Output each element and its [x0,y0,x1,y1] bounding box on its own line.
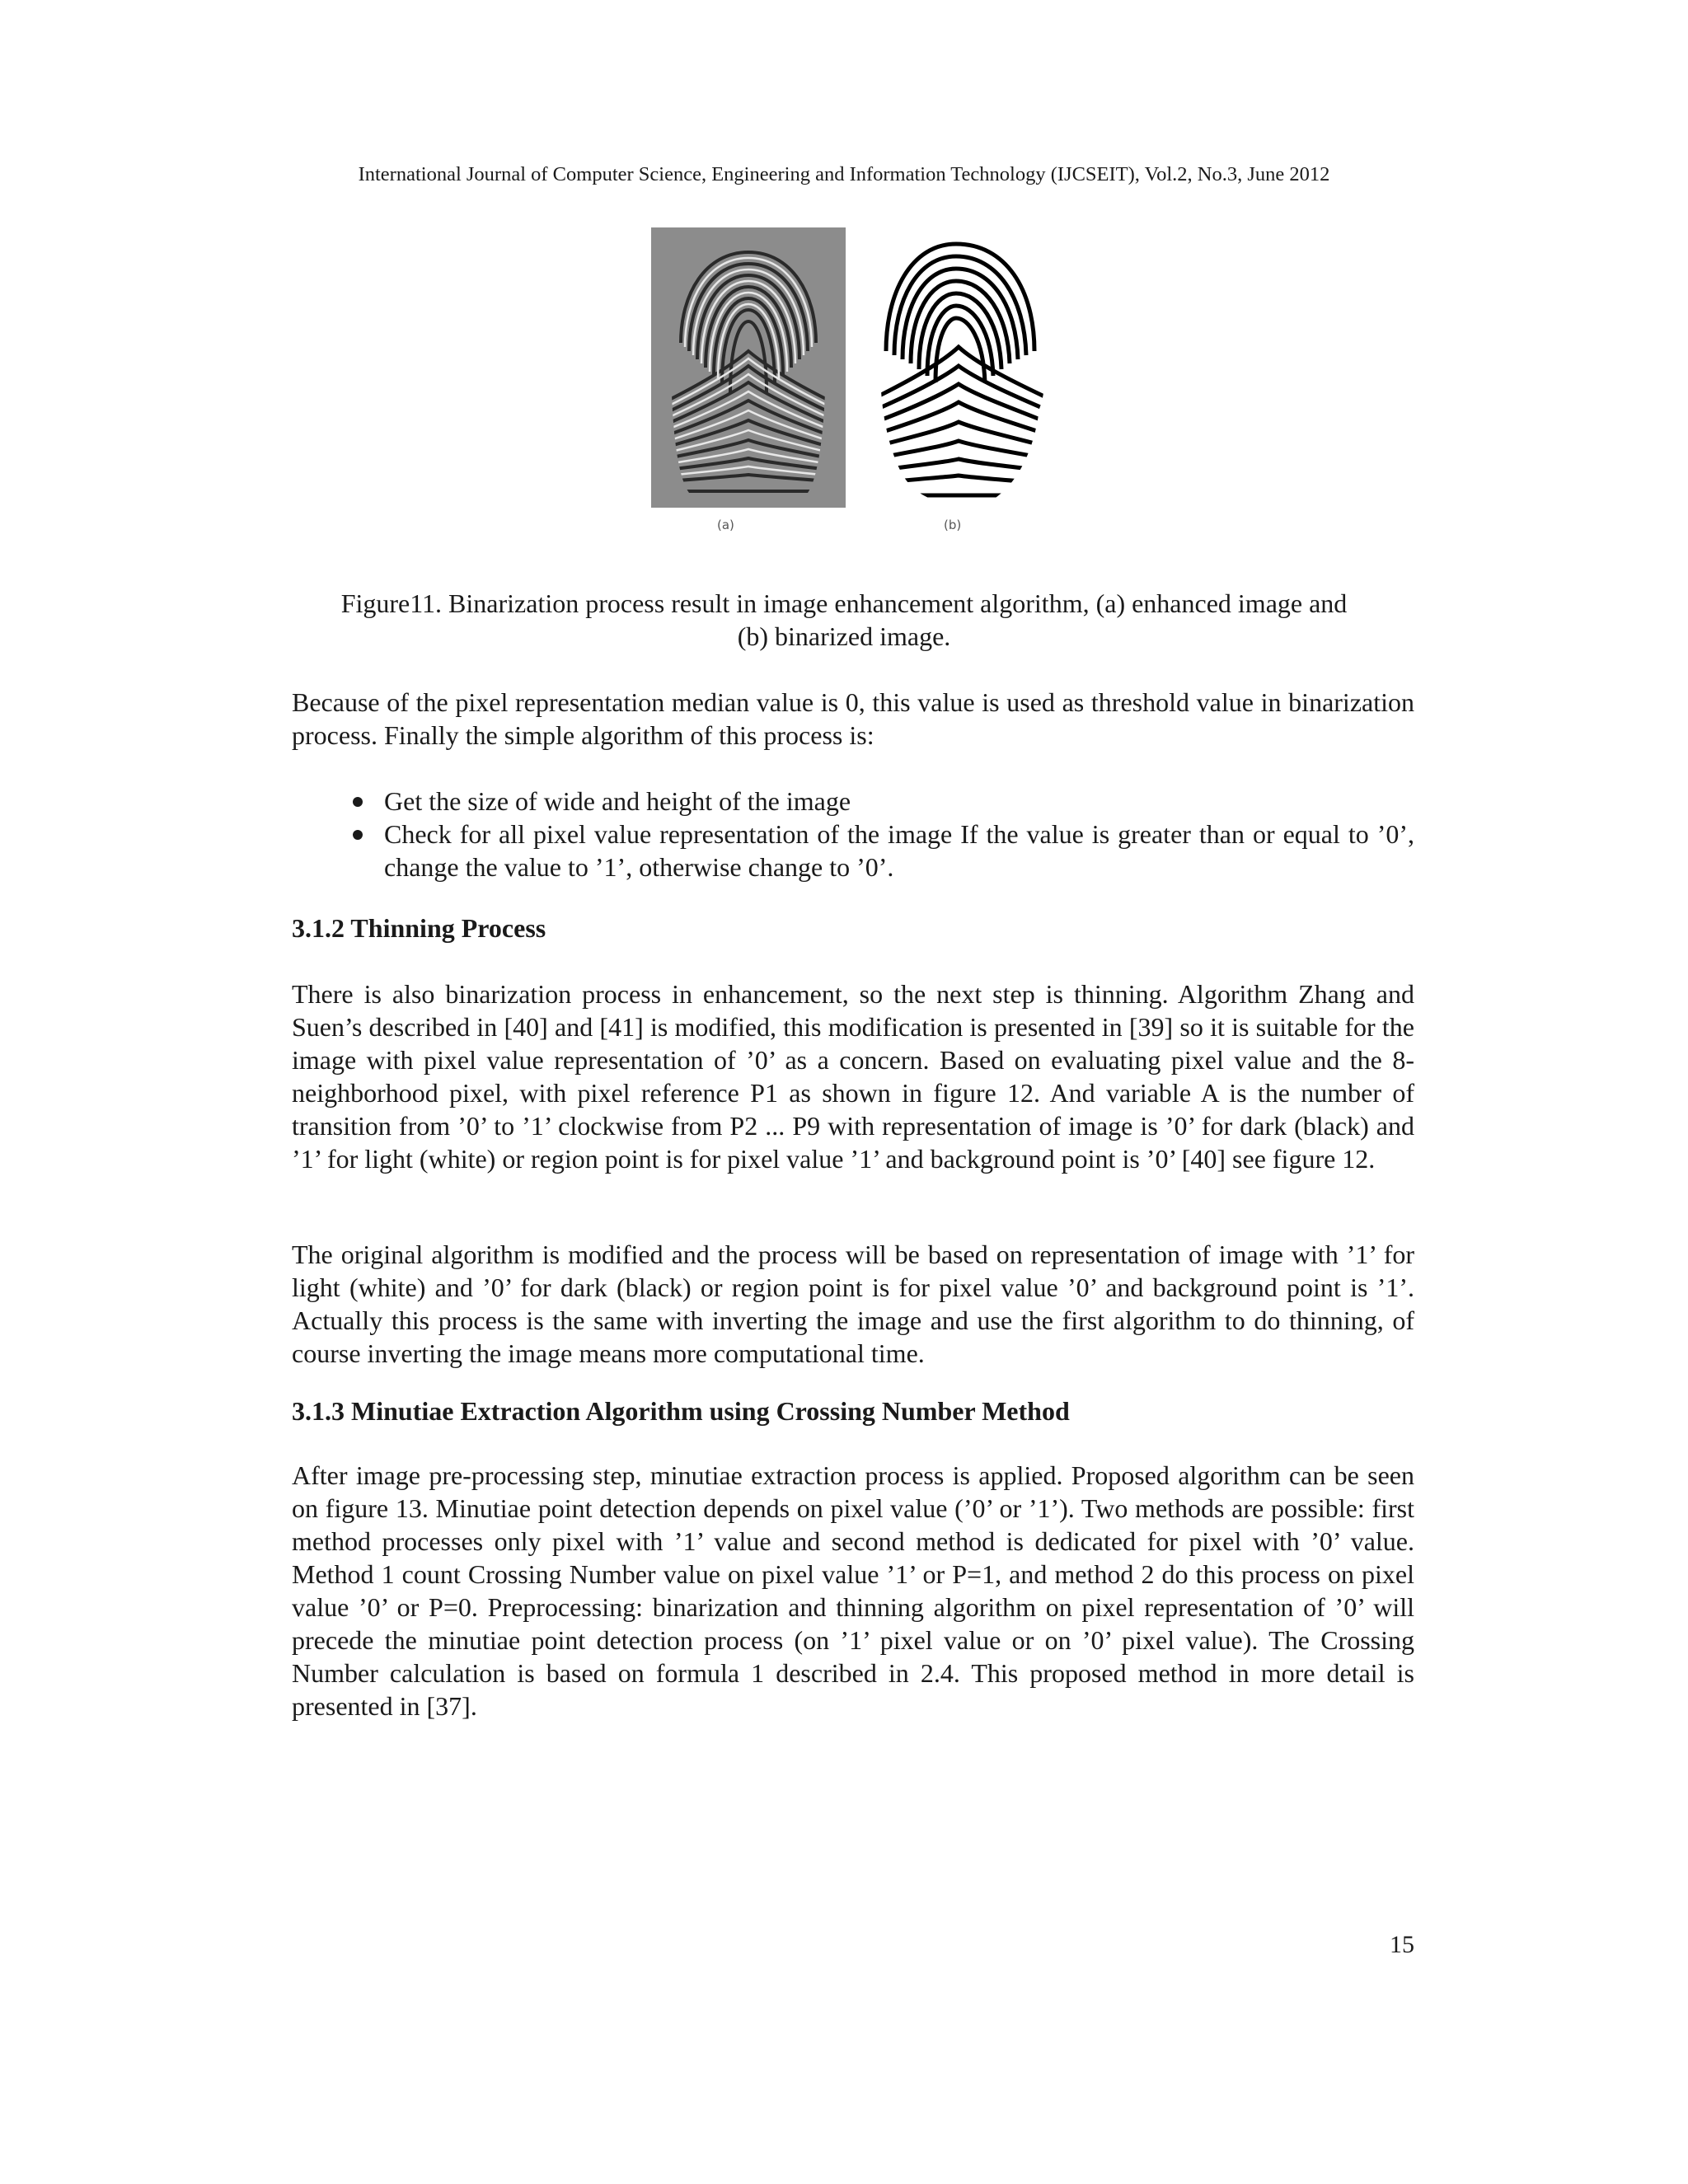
bullet-item [346,785,1414,818]
bullet-text: Check for all pixel value representation of the image If the value is greater than or equal to ’0’, change the value to ’1’, otherwise change to ’0’. [384,819,1414,882]
binarized-fingerprint-image [870,227,1063,508]
bullet-icon [353,797,363,807]
panel-a-label: (a) [717,518,734,532]
paragraph-thinning: There is also binarization process in enhancement, so the next step is thinning. Algorithm Zhang and Suen’s described in [40] and [41] is modified, this modification is presented in [39] so it is suitable for the image with pixel value representation of ’0’ as a concern. Based on evaluating pixel value and the 8-neighborhood pixel, with pixel reference P1 as shown in figure 12. And variable A is the number of transition from ’0’ to ’1’ clockwise from P2 ... P9 with representation of image is ’0’ for dark (black) and ’1’ for light (white) or region point is for pixel value ’1’ and background point is ’0’ [40] see figure 12. [292,979,1414,1174]
caption-line-2: (b) binarized image. [737,621,951,651]
caption-line-1: Figure11. Binarization process result in image enhancement algorithm, (a) enhanced image and [340,588,1348,618]
paragraph-binarization-threshold: Because of the pixel representation median value is 0, this value is used as threshold value in binarization process. Finally the simple algorithm of this process is: [292,687,1414,750]
paragraph-modified-algorithm: The original algorithm is modified and the process will be based on representation of image with ’1’ for light (white) and ’0’ for dark (black) or region point is for pixel value ’0’ and background point is ’1’. Actually this process is the same with inverting the image and use the first algorithm to do thinning, of course inverting the image means more computational time. [292,1240,1414,1368]
enhanced-fingerprint-graphic [651,227,846,508]
figure-11 [651,227,1063,541]
figure-caption [292,587,1396,653]
binarized-fingerprint-graphic [870,227,1063,508]
bullet-item [346,818,1414,883]
paragraph-minutiae-extraction: After image pre-processing step, minutiae extraction process is applied. Proposed algorithm can be seen on figure 13. Minutiae point detection depends on pixel value (’0’ or ’1’). Two methods are possible: first method processes only pixel with ’1’ value and second method is dedicated for pixel with ’0’ value. Method 1 count Crossing Number value on pixel value ’1’ or P=1, and method 2 do this process on pixel value ’0’ or P=0. Preprocessing: binarization and thinning algorithm on pixel representation of ’0’ will precede the minutiae point detection process (on ’1’ pixel value or on ’0’ pixel value). The Crossing Number calculation is based on formula 1 described in 2.4. This proposed method in more detail is presented in [37]. [292,1460,1414,1721]
algorithm-bullet-list [346,785,1414,883]
panel-b-label: (b) [944,518,962,532]
section-heading-minutiae: 3.1.3 Minutiae Extraction Algorithm using Crossing Number Method [292,1396,1070,1426]
bullet-text: Get the size of wide and height of the image [384,786,851,816]
enhanced-fingerprint-image [651,227,846,508]
section-heading-thinning: 3.1.2 Thinning Process [292,913,546,943]
page-number: 15 [1390,1931,1414,1958]
bullet-icon [353,830,363,840]
running-header: International Journal of Computer Science, Engineering and Information Technology (IJCSEIT), Vol.2, No.3, June 2012 [358,163,1330,185]
